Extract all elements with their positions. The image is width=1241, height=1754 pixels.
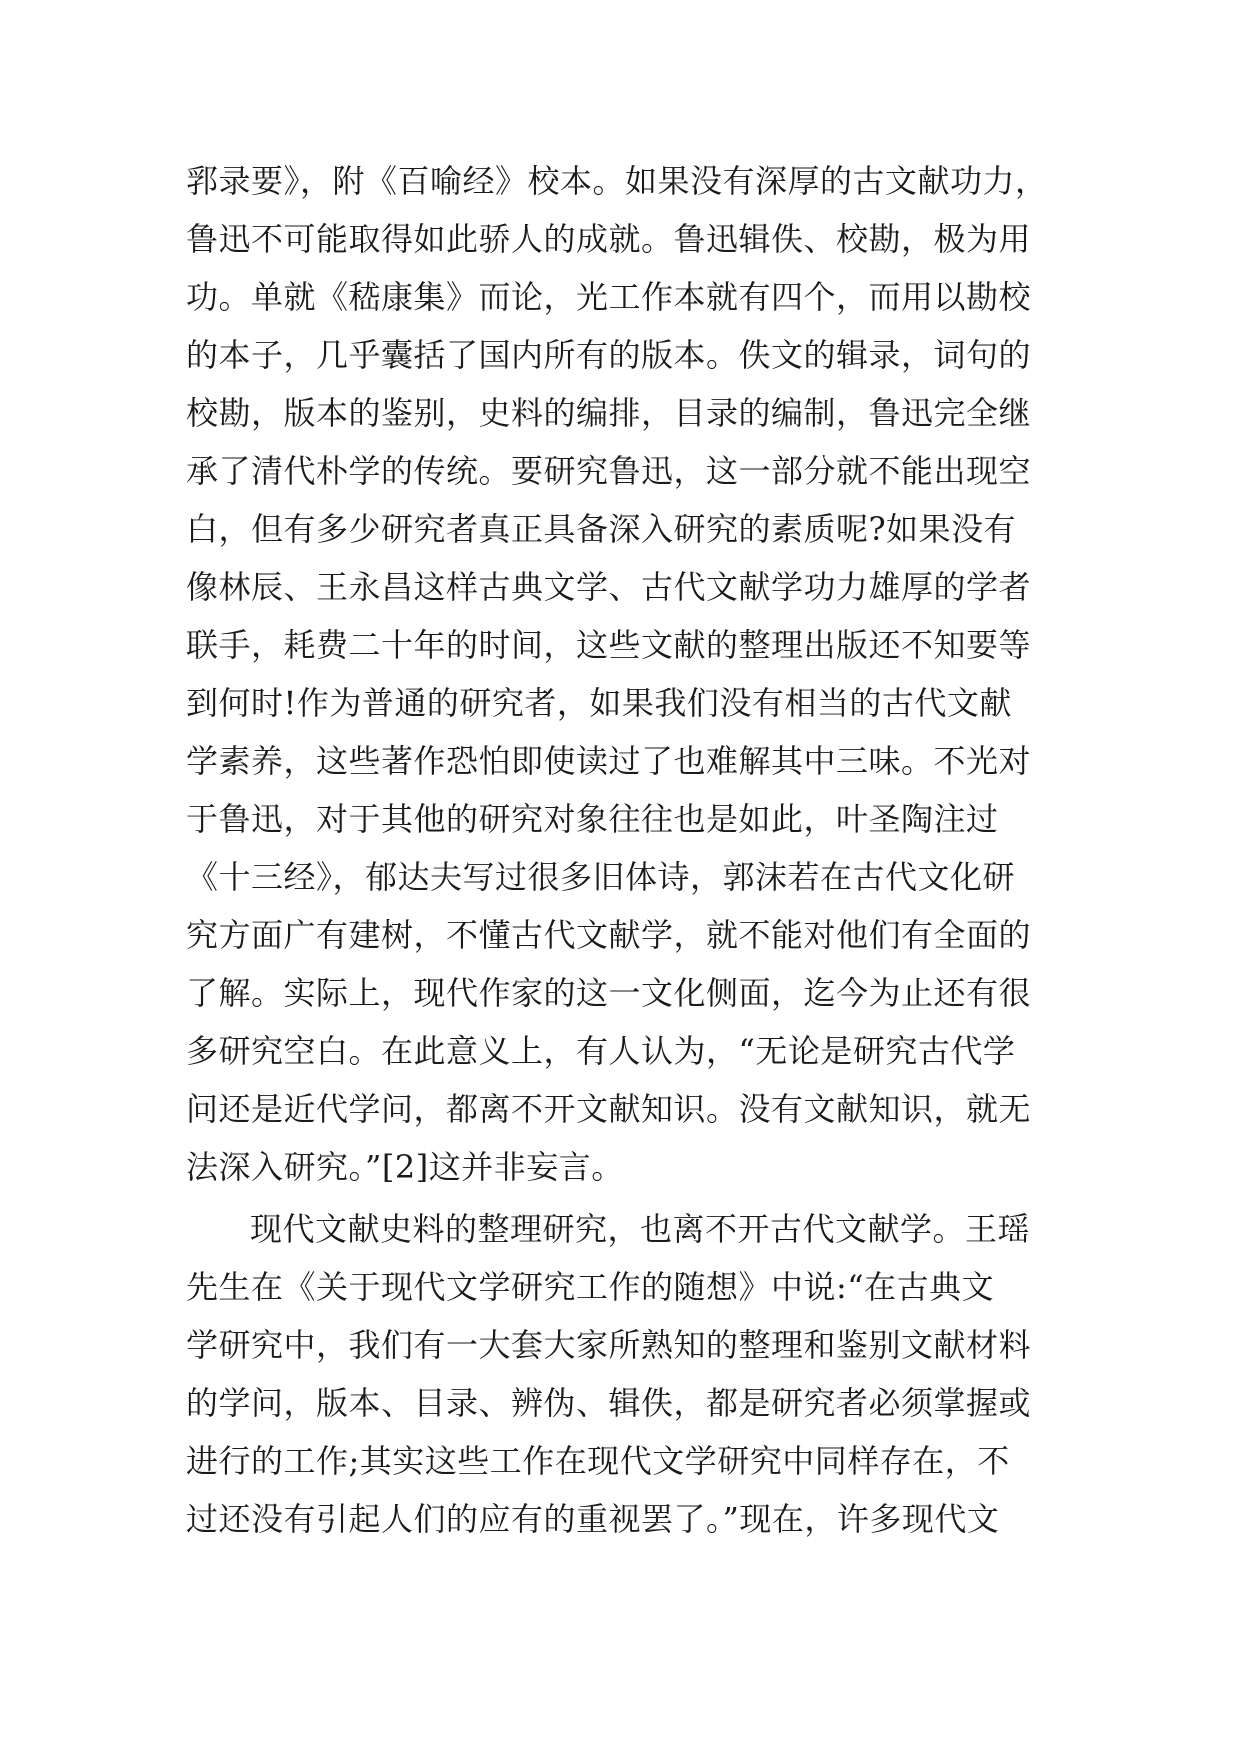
text-line: 鲁迅不可能取得如此骄人的成就。鲁迅辑佚、校勘，极为用 (186, 220, 1032, 258)
text-line: 白，但有多少研究者真正具备深入研究的素质呢?如果没有 (186, 510, 1017, 548)
paragraph-first-line: 现代文献史料的整理研究，也离不开古代文献学。王瑶 (250, 1210, 1031, 1248)
text-line: 先生在《关于现代文学研究工作的随想》中说:“在古典文 (186, 1268, 995, 1306)
text-line: 了解。实际上，现代作家的这一文化侧面，迄今为止还有很 (186, 974, 1032, 1012)
text-line: 功。单就《嵇康集》而论，光工作本就有四个，而用以勘校 (186, 278, 1032, 316)
text-line: 郛录要》，附《百喻经》校本。如果没有深厚的古文献功力， (186, 162, 1048, 200)
text-line: 到何时!作为普通的研究者，如果我们没有相当的古代文献 (186, 684, 1012, 722)
text-line: 像林辰、王永昌这样古典文学、古代文献学功力雄厚的学者 (186, 568, 1032, 606)
text-line: 的本子，几乎囊括了国内所有的版本。佚文的辑录，词句的 (186, 336, 1032, 374)
text-line: 多研究空白。在此意义上，有人认为，“无论是研究古代学 (186, 1032, 1016, 1070)
text-line: 学素养，这些著作恐怕即使读过了也难解其中三味。不光对 (186, 742, 1032, 780)
text-line: 问还是近代学问，都离不开文献知识。没有文献知识，就无 (186, 1090, 1032, 1128)
text-line: 的学问，版本、目录、辨伪、辑佚，都是研究者必须掌握或 (186, 1384, 1032, 1422)
text-line: 过还没有引起人们的应有的重视罢了。”现在，许多现代文 (186, 1500, 1000, 1538)
text-line: 联手，耗费二十年的时间，这些文献的整理出版还不知要等 (186, 626, 1032, 664)
text-line: 法深入研究。”[2]这并非妄言。 (186, 1148, 624, 1186)
text-line: 承了清代朴学的传统。要研究鲁迅，这一部分就不能出现空 (186, 452, 1032, 490)
text-line: 于鲁迅，对于其他的研究对象往往也是如此，叶圣陶注过 (186, 800, 999, 838)
text-line: 究方面广有建树，不懂古代文献学，就不能对他们有全面的 (186, 916, 1032, 954)
text-line: 学研究中，我们有一大套大家所熟知的整理和鉴别文献材料 (186, 1326, 1032, 1364)
text-line: 校勘，版本的鉴别，史料的编排，目录的编制，鲁迅完全继 (186, 394, 1032, 432)
text-line: 进行的工作;其实这些工作在现代文学研究中同样存在，不 (186, 1442, 1010, 1480)
text-line: 《十三经》，郁达夫写过很多旧体诗，郭沫若在古代文化研 (186, 858, 1016, 896)
